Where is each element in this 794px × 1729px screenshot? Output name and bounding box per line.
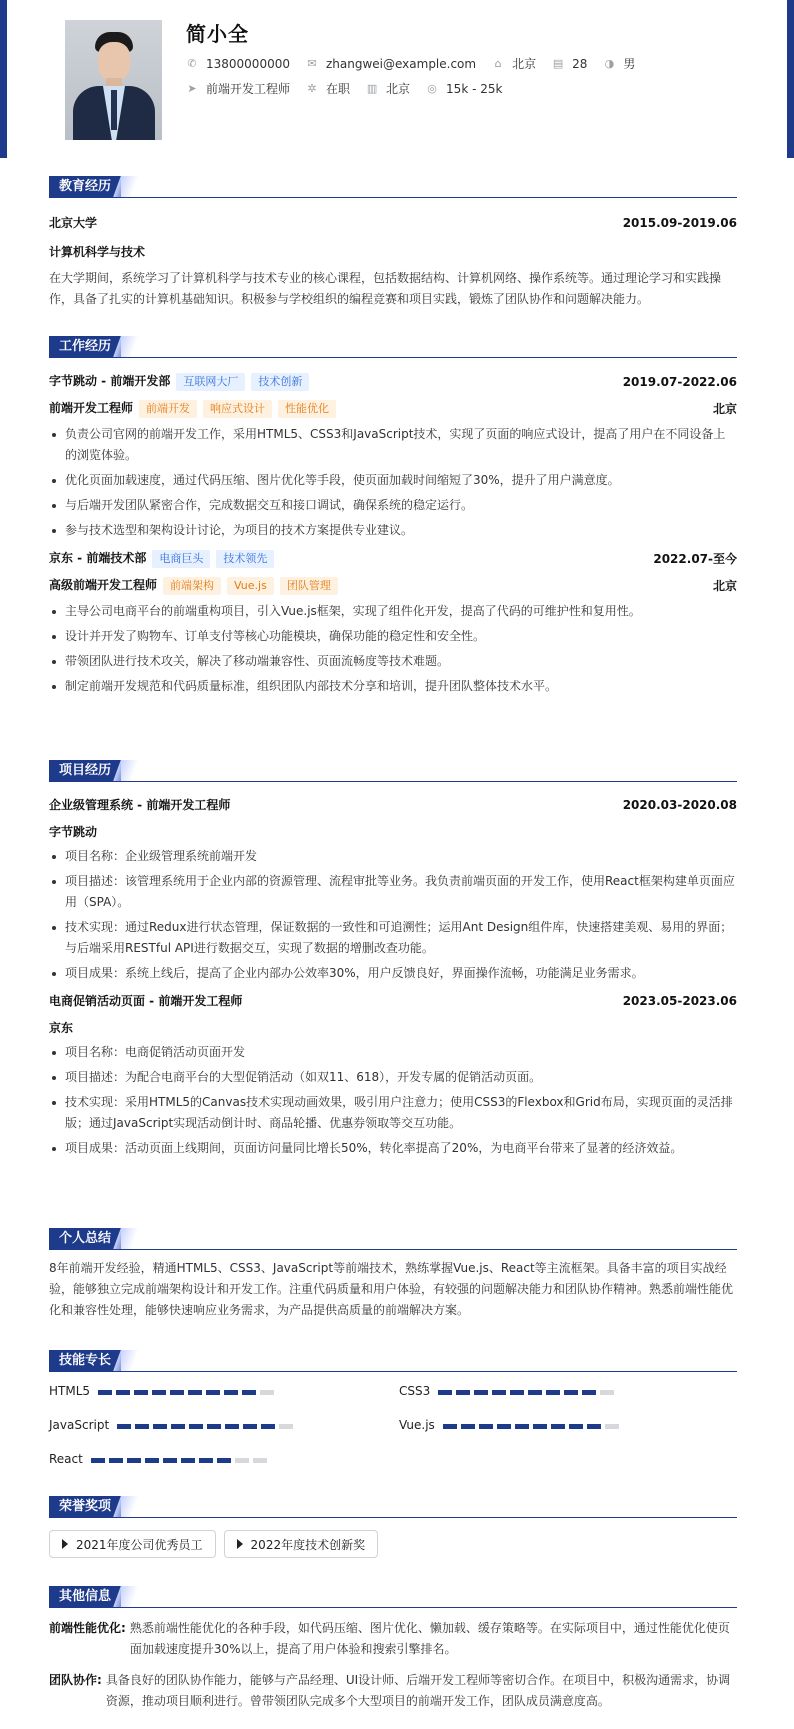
section-title-awards: 荣誉奖项 [49,1496,121,1517]
skill-level-dash [127,1458,141,1463]
skill-level-dash [279,1424,293,1429]
skill-level-dash [587,1424,601,1429]
skills-section [49,1350,737,1482]
gear-icon: ✲ [307,81,317,95]
skill-level-dash [188,1390,202,1395]
skill-javascript [49,1418,297,1432]
skill-level-dash [206,1390,220,1395]
work-city: 北京 [712,402,737,416]
skill-level-dash [117,1424,131,1429]
list-item: 项目名称：企业级管理系统前端开发 [49,846,737,867]
section-title-skills: 技能专长 [49,1350,121,1371]
work-item [49,372,737,541]
role-tag: 前端开发 [139,400,197,418]
skill-level-dash [145,1458,159,1463]
skill-level-dash [243,1424,257,1429]
project-date: 2023.05-2023.06 [622,993,737,1008]
school: 北京大学 [49,216,98,230]
project-org: 字节跳动 [49,825,98,839]
skill-level-dash [109,1458,123,1463]
section-title-work: 工作经历 [49,336,121,357]
job-intent-row [186,80,518,97]
city: 北京 [386,82,411,96]
skill-level-dash [135,1424,149,1429]
list-item: 项目成果：系统上线后，提高了企业内部办公效率30%，用户反馈良好，界面操作流畅，功能满足业务需求。 [49,963,737,984]
skill-level-dash [438,1390,452,1395]
work-item [49,549,737,697]
skill-bar [98,1384,278,1398]
skill-level-dash [217,1458,231,1463]
projects-section [49,760,737,1163]
other-item [49,1618,737,1660]
email: zhangwei@example.com [325,56,477,71]
coin-icon: ◎ [427,81,437,95]
project-date: 2020.03-2020.08 [622,797,737,812]
skill-level-dash [600,1390,614,1395]
other-item [49,1670,737,1712]
role: 高级前端开发工程师 [49,578,158,592]
status: 在职 [326,82,351,96]
list-item: 技术实现：通过Redux进行状态管理，保证数据的一致性和可追溯性；运用Ant Design组件库，快速搭建美观、易用的界面；与后端采用RESTful API进行数据交互，实现了数据的增删改查功能。 [49,917,737,959]
skill-css3 [399,1384,618,1398]
avatar [65,20,162,140]
skill-level-dash [153,1424,167,1429]
contact-row [186,55,651,72]
other-section [49,1586,737,1722]
list-item: 项目成果：活动页面上线期间，页面访问量同比增长50%，转化率提高了20%，为电商平台带来了显著的经济效益。 [49,1138,737,1159]
project-item [49,992,737,1159]
skill-bar [438,1384,618,1398]
skill-level-dash [235,1458,249,1463]
skill-label: Vue.js [399,1418,435,1432]
skill-level-dash [170,1390,184,1395]
other-value: 具备良好的团队协作能力，能够与产品经理、UI设计师、后端开发工程师等密切合作。在项目中，积极沟通需求，协调资源，推动项目顺利进行。曾带领团队完成多个大型项目的前端开发工作，团队成员满意度高。 [105,1673,731,1708]
section-title-summary: 个人总结 [49,1228,121,1249]
age: 28 [572,56,588,71]
skill-level-dash [207,1424,221,1429]
skill-level-dash [163,1458,177,1463]
other-key: 前端性能优化: [49,1621,126,1635]
other-value: 熟悉前端性能优化的各种手段，如代码压缩、图片优化、懒加载、缓存策略等。在实际项目中，通过性能优化使页面加载速度提升30%以上，提高了用户体验和搜索引擎排名。 [129,1621,730,1656]
left-border [0,0,7,158]
list-item: 制定前端开发规范和代码质量标准，组织团队内部技术分享和培训，提升团队整体技术水平。 [49,676,737,697]
section-title-other: 其他信息 [49,1586,121,1607]
project-org: 京东 [49,1021,74,1035]
skill-label: CSS3 [399,1384,431,1398]
list-item: 技术实现：采用HTML5的Canvas技术实现动画效果，吸引用户注意力；使用CSS3的Flexbox和Grid布局，实现页面的灵活排版；通过JavaScript实现活动倒计时、商品轮播、优惠券领取等交互功能。 [49,1092,737,1134]
summary-text: 8年前端开发经验，精通HTML5、CSS3、JavaScript等前端技术，熟练掌握Vue.js、React等主流框架。具备丰富的项目实战经验，能够独立完成前端架构设计和开发工作。注重代码质量和用户体验，有较强的问题解决能力和团队协作精神。熟悉前端性能优化和兼容性处理，能够快速响应业务需求，为产品提供高质量的前端解决方案。 [49,1261,734,1317]
company: 京东 - 前端技术部 [49,551,147,565]
skill-level-dash [260,1390,274,1395]
skill-label: JavaScript [49,1418,110,1432]
skill-label: HTML5 [49,1384,91,1398]
skill-level-dash [461,1424,475,1429]
position: 前端开发工程师 [206,82,291,96]
section-title-projects: 项目经历 [49,760,121,781]
company-tag: 技术创新 [251,373,309,391]
skill-level-dash [528,1390,542,1395]
list-item: 主导公司电商平台的前端重构项目，引入Vue.js框架，实现了组件化开发，提高了代码的可维护性和复用性。 [49,601,737,622]
awards-section [49,1496,737,1558]
company-tag: 电商巨头 [152,550,210,568]
skill-level-dash [497,1424,511,1429]
skill-level-dash [515,1424,529,1429]
role-tag: 团队管理 [280,577,338,595]
other-key: 团队协作: [49,1673,102,1687]
calendar-icon: ▤ [552,56,564,70]
send-icon: ➤ [187,81,197,95]
list-item: 与后端开发团队紧密合作，完成数据交互和接口调试，确保系统的稳定运行。 [49,495,737,516]
gender: 男 [623,57,636,71]
role-tag: 前端架构 [163,577,221,595]
work-date: 2022.07-至今 [653,552,737,566]
location: 北京 [512,57,537,71]
list-item: 项目描述：该管理系统用于企业内部的资源管理、流程审批等业务。我负责前端页面的开发工作，使用React框架构建单页面应用（SPA）。 [49,871,737,913]
skill-level-dash [242,1390,256,1395]
candidate-name: 简小全 [186,22,249,46]
company-tag: 技术领先 [216,550,274,568]
project-item [49,796,737,984]
skill-label: React [49,1452,83,1466]
building-icon: ▥ [366,81,378,95]
section-title-education: 教育经历 [49,176,121,197]
skill-level-dash [189,1424,203,1429]
award-label: 2022年度技术创新奖 [250,1537,366,1552]
list-item: 参与技术选型和架构设计讨论，为项目的技术方案提供专业建议。 [49,520,737,541]
company: 字节跳动 - 前端开发部 [49,374,171,388]
list-item: 设计并开发了购物车、订单支付等核心功能模块，确保功能的稳定性和安全性。 [49,626,737,647]
skill-level-dash [474,1390,488,1395]
project-title: 电商促销活动页面 - 前端开发工程师 [49,994,243,1008]
award-item [224,1530,379,1558]
work-date: 2019.07-2022.06 [622,374,737,389]
home-icon: ⌂ [494,56,502,70]
work-section [49,336,737,701]
skill-level-dash [261,1424,275,1429]
triangle-icon [62,1539,68,1549]
role-tag: 响应式设计 [203,400,272,418]
skill-level-dash [582,1390,596,1395]
skill-level-dash [181,1458,195,1463]
role: 前端开发工程师 [49,401,134,415]
skill-level-dash [564,1390,578,1395]
skill-level-dash [253,1458,267,1463]
skill-level-dash [569,1424,583,1429]
list-item: 负责公司官网的前端开发工作，采用HTML5、CSS3和JavaScript技术，实现了页面的响应式设计，提高了用户在不同设备上的浏览体验。 [49,424,737,466]
skill-level-dash [546,1390,560,1395]
gender-icon: ◑ [604,56,615,70]
summary-section [49,1228,737,1321]
role-tag: 性能优化 [278,400,336,418]
skill-level-dash [91,1458,105,1463]
skill-level-dash [199,1458,213,1463]
salary: 15k - 25k [446,81,503,96]
list-item: 项目描述：为配合电商平台的大型促销活动（如双11、618），开发专属的促销活动页面。 [49,1067,737,1088]
triangle-icon [237,1539,243,1549]
skill-level-dash [225,1424,239,1429]
skill-bar [443,1418,623,1432]
skill-bar [91,1452,271,1466]
education-section [49,176,737,310]
skill-level-dash [224,1390,238,1395]
phone: 13800000000 [206,56,290,71]
list-item: 带领团队进行技术攻关，解决了移动端兼容性、页面流畅度等技术难题。 [49,651,737,672]
skill-level-dash [479,1424,493,1429]
skill-vuejs [399,1418,623,1432]
skill-level-dash [134,1390,148,1395]
skill-level-dash [116,1390,130,1395]
skill-level-dash [605,1424,619,1429]
award-item [49,1530,216,1558]
skill-react [49,1452,271,1466]
work-city: 北京 [712,579,737,593]
skill-level-dash [98,1390,112,1395]
skill-level-dash [492,1390,506,1395]
project-title: 企业级管理系统 - 前端开发工程师 [49,798,231,812]
skill-html5 [49,1384,278,1398]
skill-level-dash [443,1424,457,1429]
major: 计算机科学与技术 [49,245,146,259]
skill-bar [117,1418,297,1432]
education-date: 2015.09-2019.06 [622,215,737,230]
skill-level-dash [551,1424,565,1429]
award-label: 2021年度公司优秀员工 [76,1537,203,1552]
company-tag: 互联网大厂 [176,373,245,391]
list-item: 优化页面加载速度，通过代码压缩、图片优化等手段，使页面加载时间缩短了30%，提升了用户满意度。 [49,470,737,491]
skill-level-dash [171,1424,185,1429]
mail-icon: ✉ [307,56,317,70]
skill-level-dash [152,1390,166,1395]
phone-icon: ✆ [187,56,197,70]
role-tag: Vue.js [227,577,274,595]
profile-header [7,0,787,148]
list-item: 项目名称：电商促销活动页面开发 [49,1042,737,1063]
education-desc: 在大学期间，系统学习了计算机科学与技术专业的核心课程，包括数据结构、计算机网络、操作系统等。通过理论学习和实践操作，具备了扎实的计算机基础知识。积极参与学校组织的编程竞赛和项目实践，锻炼了团队协作和问题解决能力。 [49,271,722,306]
skill-level-dash [456,1390,470,1395]
skill-level-dash [510,1390,524,1395]
skill-level-dash [533,1424,547,1429]
